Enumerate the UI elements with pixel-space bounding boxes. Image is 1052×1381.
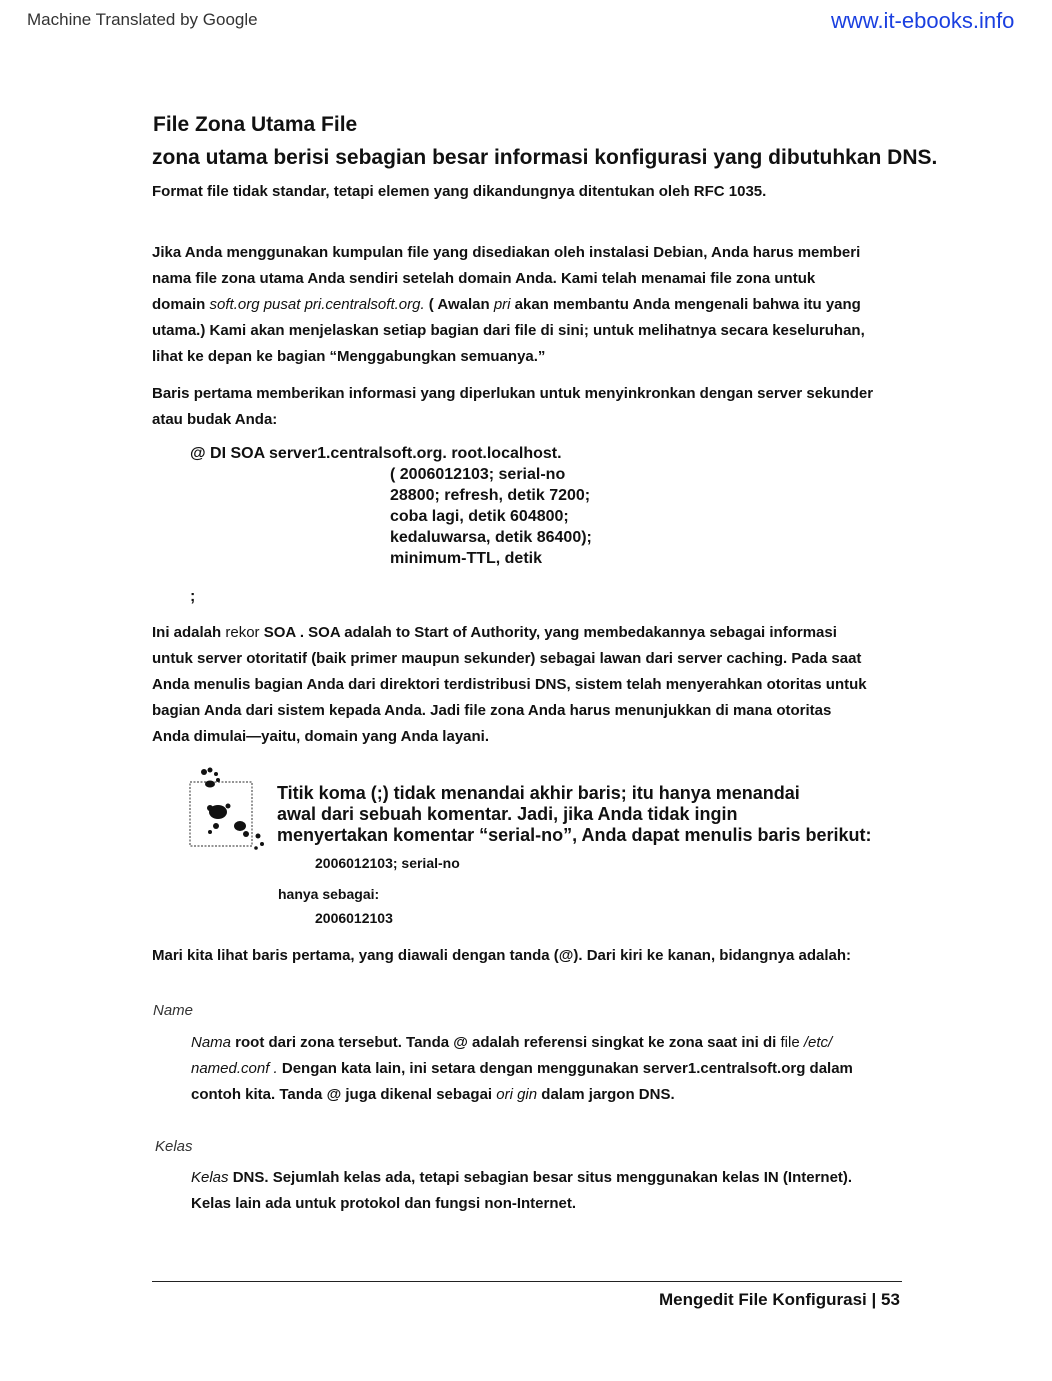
definition-line: contoh kita. Tanda @ juga dikenal sebagai ori gin dalam jargon DNS. xyxy=(191,1086,675,1103)
footer-divider xyxy=(152,1281,902,1282)
paragraph-line: lihat ke depan ke bagian “Menggabungkan semuanya.” xyxy=(152,348,546,365)
paragraph-line: nama file zona utama Anda sendiri setelah domain Anda. Kami telah menamai file zona untuk xyxy=(152,270,816,287)
tip-note xyxy=(277,783,872,846)
definition-line: Nama root dari zona tersebut. Tanda @ adalah referensi singkat ke zona saat ini di file /etc/ xyxy=(191,1034,833,1051)
section-subheading: zona utama berisi sebagian besar informasi konfigurasi yang dibutuhkan DNS. xyxy=(152,146,938,169)
code-line: coba lagi, detik 604800; xyxy=(390,508,569,525)
intro-paragraph: Format file tidak standar, tetapi elemen yang dikandungnya ditentukan oleh RFC 1035. xyxy=(152,183,767,200)
tip-animal-icon xyxy=(188,766,266,852)
site-link[interactable]: www.it-ebooks.info xyxy=(831,8,1015,33)
term-class: Kelas xyxy=(155,1138,193,1155)
paragraph-line: bagian Anda dari sistem kepada Anda. Jadi file zona Anda harus menunjukkan di mana otoritas xyxy=(152,702,832,719)
paragraph-first-line xyxy=(152,381,932,433)
page-footer: Mengedit File Konfigurasi | 53 xyxy=(659,1290,900,1309)
paragraph-line: Anda dimulai—yaitu, domain yang Anda layani. xyxy=(152,728,490,745)
note-line: awal dari sebuah komentar. Jadi, jika Anda tidak ingin xyxy=(277,804,738,824)
note-line: menyertakan komentar “serial-no”, Anda dapat menulis baris berikut: xyxy=(277,825,872,845)
code-line: 28800; refresh, detik 7200; xyxy=(390,487,591,504)
code-line: minimum-TTL, detik xyxy=(390,550,542,567)
paragraph-line: Baris pertama memberikan informasi yang diperlukan untuk menyinkronkan dengan server sekunder xyxy=(152,385,874,402)
note-line: Titik koma (;) tidak menandai akhir baris; itu hanya menandai xyxy=(277,783,800,803)
paragraph-line: atau budak Anda: xyxy=(152,411,278,428)
definition-class xyxy=(191,1165,911,1217)
paragraph-line: domain soft.org pusat pri.centralsoft.org. ( Awalan pri akan membantu Anda mengenali bahwa itu yang xyxy=(152,296,861,313)
paragraph-soa xyxy=(152,620,922,750)
code-line: @ DI SOA server1.centralsoft.org. root.localhost. xyxy=(190,445,562,462)
code-line: ( 2006012103; serial-no xyxy=(390,466,566,483)
paragraph-line: untuk server otoritatif (baik primer maupun sekunder) sebagai lawan dari server caching. Pada saat xyxy=(152,650,862,667)
note-example-plain: 2006012103 xyxy=(315,910,393,926)
note-example-with-comment: 2006012103; serial-no xyxy=(315,855,460,871)
definition-name xyxy=(191,1030,911,1108)
section-heading: File Zona Utama File xyxy=(153,113,358,136)
paragraph-line: utama.) Kami akan menjelaskan setiap bagian dari file di sini; untuk melihatnya secara keseluruhan, xyxy=(152,322,865,339)
definition-line: Kelas lain ada untuk protokol dan fungsi non-Internet. xyxy=(191,1195,577,1212)
term-name: Name xyxy=(153,1002,194,1019)
code-line: kedaluwarsa, detik 86400); xyxy=(390,529,592,546)
paragraph-fields-intro: Mari kita lihat baris pertama, yang diawali dengan tanda (@). Dari kiri ke kanan, bidangnya adalah: xyxy=(152,947,851,964)
definition-line: Kelas DNS. Sejumlah kelas ada, tetapi sebagian besar situs menggunakan kelas IN (Internet). xyxy=(191,1169,853,1186)
definition-line: named.conf . Dengan kata lain, ini setara dengan menggunakan server1.centralsoft.org dalam xyxy=(191,1060,853,1077)
code-semicolon: ; xyxy=(190,588,196,605)
machine-translated-label: Machine Translated by Google xyxy=(27,10,258,29)
paragraph-line: Anda menulis bagian Anda dari direktori terdistribusi DNS, sistem telah menyerahkan otoritas untuk xyxy=(152,676,867,693)
paragraph-debian xyxy=(152,240,932,370)
paragraph-line: Jika Anda menggunakan kumpulan file yang disediakan oleh instalasi Debian, Anda harus memberi xyxy=(152,244,861,261)
soa-code-block xyxy=(190,443,592,569)
note-between-text: hanya sebagai: xyxy=(278,886,380,902)
paragraph-line: Ini adalah rekor SOA . SOA adalah to Start of Authority, yang membedakannya sebagai informasi xyxy=(152,624,837,641)
